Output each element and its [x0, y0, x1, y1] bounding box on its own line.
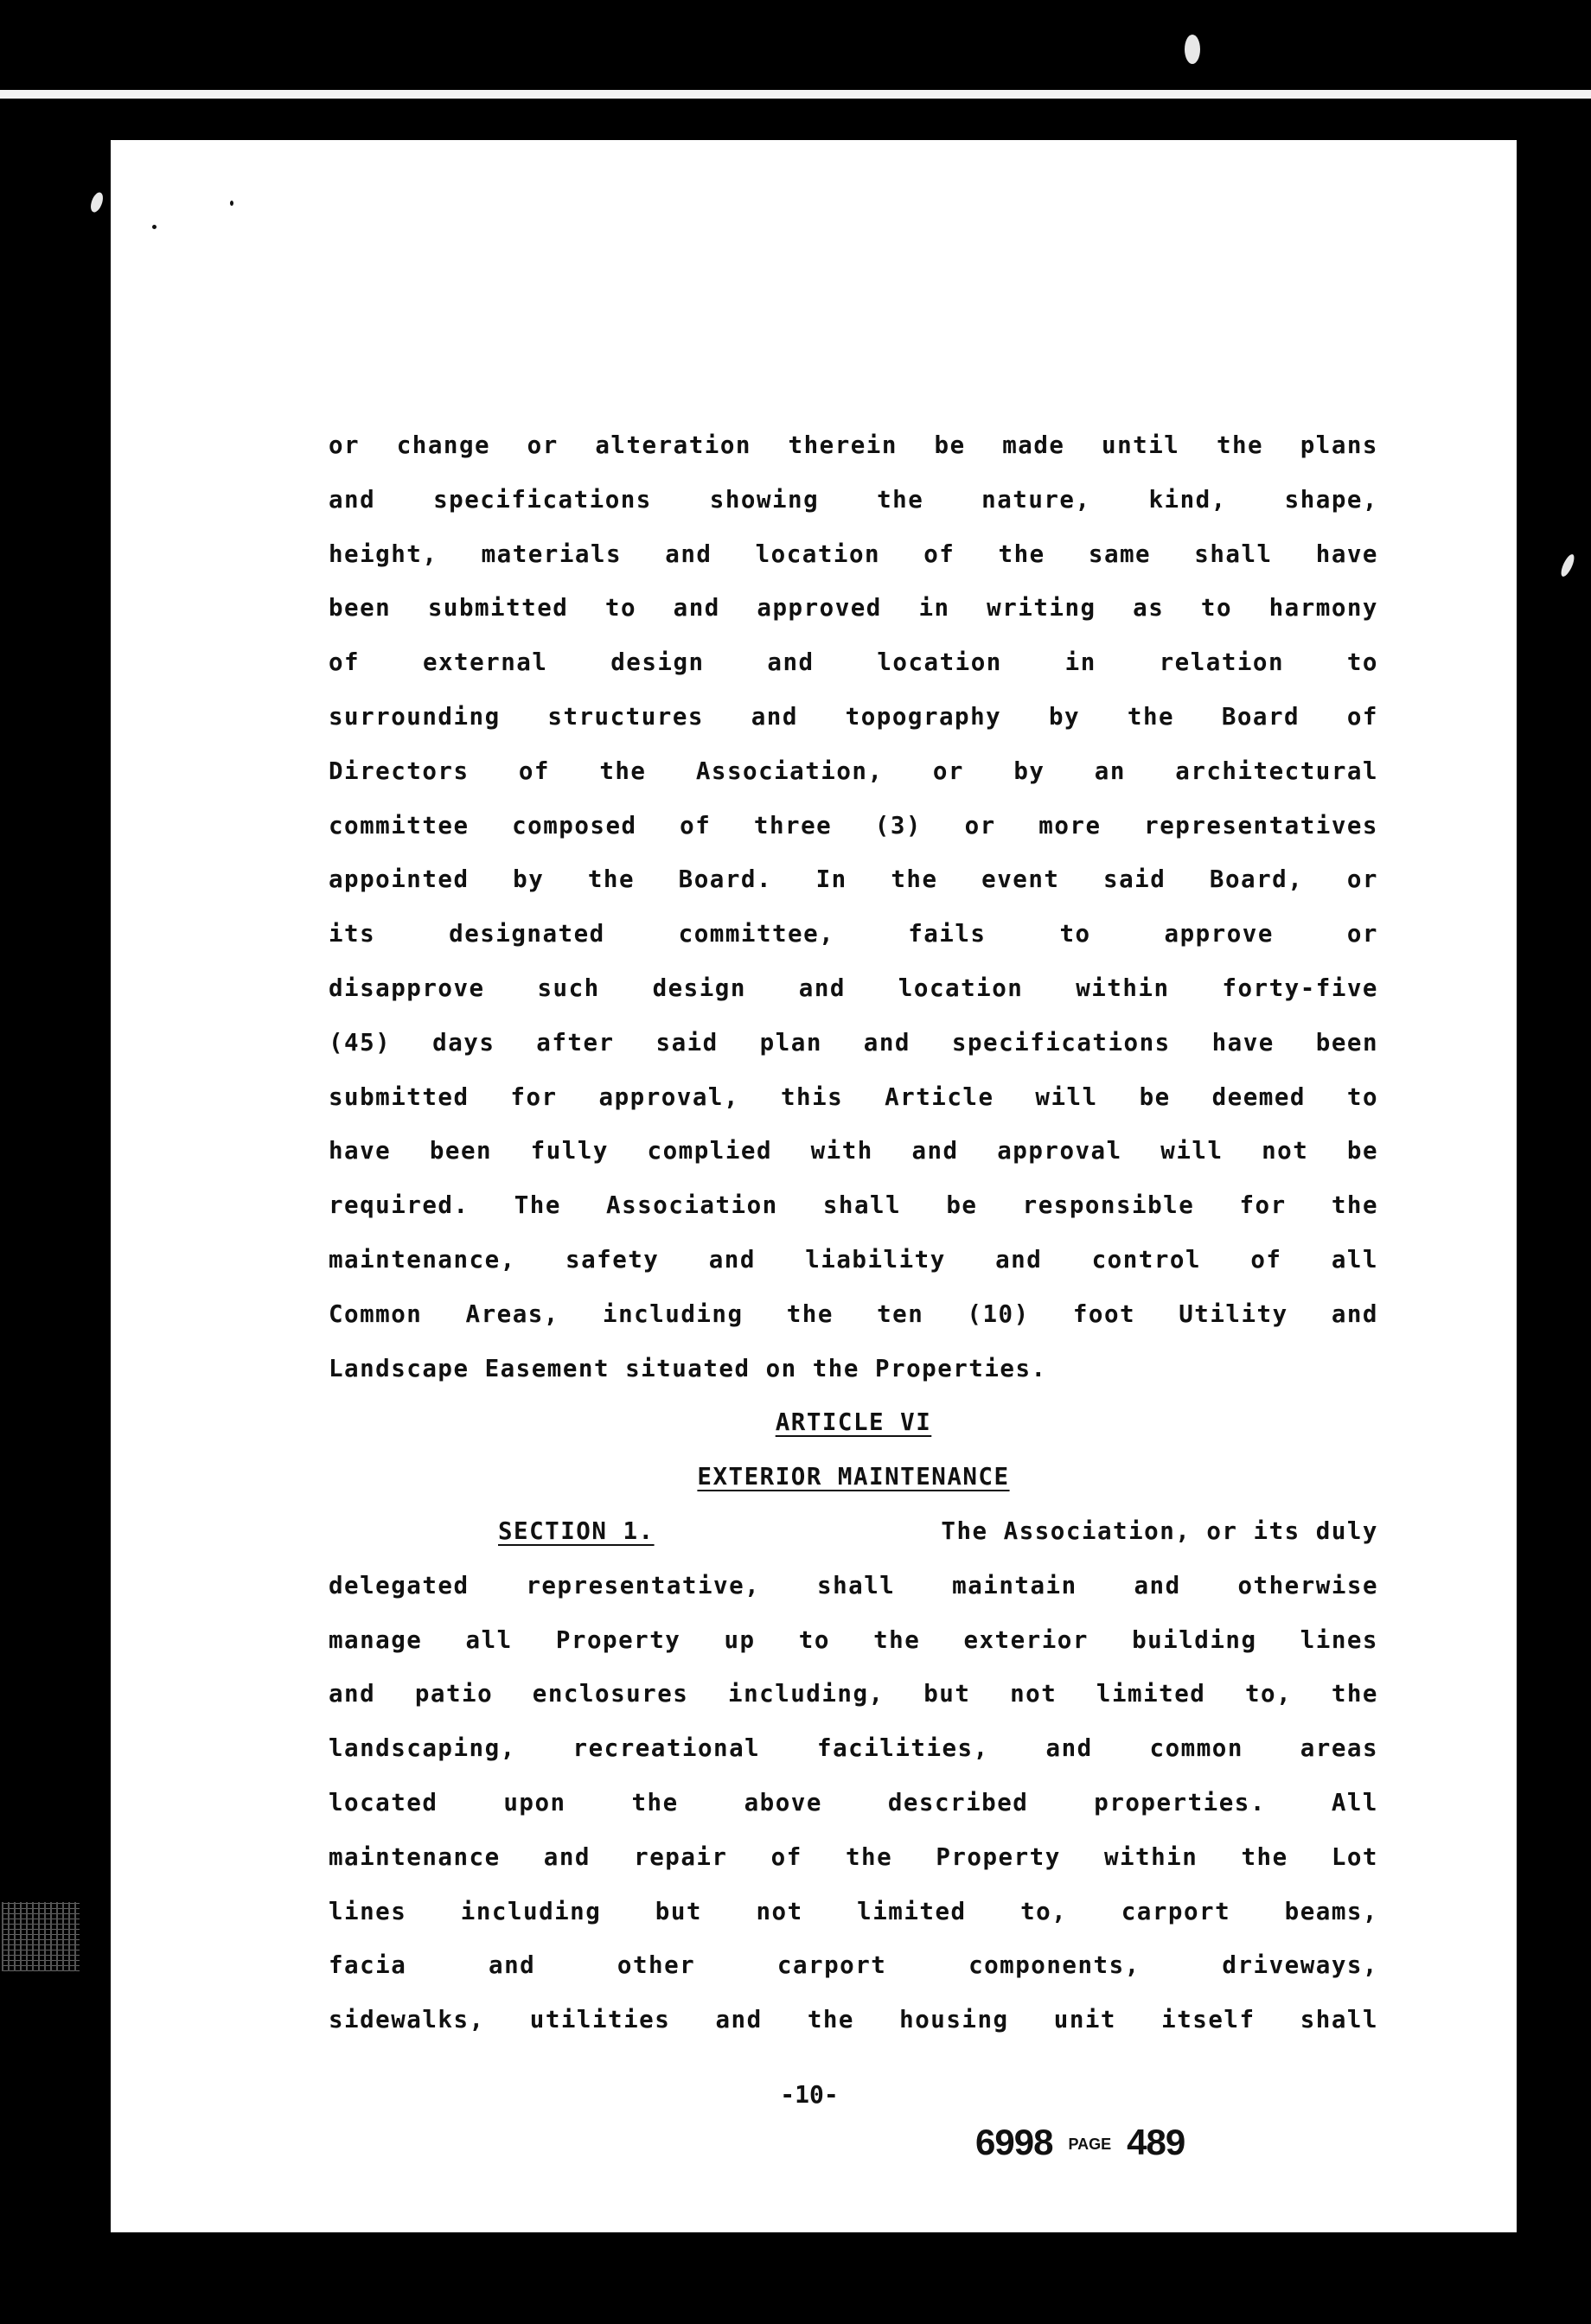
- scan-speck: [152, 225, 157, 229]
- article-heading: ARTICLE VI: [775, 1408, 932, 1437]
- section-label: SECTION 1.: [498, 1516, 655, 1545]
- text-line: committee composed of three (3) or more representatives: [329, 811, 1378, 840]
- text-line: maintenance and repair of the Property within the Lot: [329, 1842, 1378, 1871]
- book-number: 6998: [975, 2122, 1053, 2162]
- scan-speck: [88, 191, 105, 214]
- text-line: appointed by the Board. In the event said Board, or: [329, 865, 1378, 894]
- page-number: -10-: [780, 2080, 839, 2109]
- text-line: or change or alteration therein be made until the plans: [329, 431, 1378, 459]
- text-line: height, materials and location of the same shall have: [329, 540, 1378, 568]
- text-line: sidewalks, utilities and the housing unit itself shall: [329, 2006, 1378, 2034]
- scan-border-rule: [0, 90, 1591, 99]
- scan-noise-artifact: [2, 1902, 80, 1971]
- text-line: (45) days after said plan and specifications have been: [329, 1028, 1378, 1057]
- section-first-line: The Association, or its duly: [941, 1516, 1378, 1545]
- text-line: of external design and location in relation to: [329, 648, 1378, 677]
- text-line: been submitted to and approved in writing as to harmony: [329, 594, 1378, 622]
- text-line: required. The Association shall be responsible for the: [329, 1191, 1378, 1220]
- book-page-reference: [975, 2122, 1185, 2163]
- article-title: EXTERIOR MAINTENANCE: [697, 1463, 1010, 1491]
- document-page: [111, 140, 1517, 2232]
- text-line: surrounding structures and topography by the Board of: [329, 702, 1378, 731]
- section-heading-line: [329, 1504, 1378, 1559]
- book-page-number: 489: [1127, 2122, 1185, 2162]
- scan-speck: [1185, 35, 1200, 64]
- scan-speck: [1559, 552, 1577, 578]
- text-line: and specifications showing the nature, kind, shape,: [329, 485, 1378, 514]
- text-line: submitted for approval, this Article will be deemed to: [329, 1082, 1378, 1111]
- text-line: its designated committee, fails to approve or: [329, 920, 1378, 948]
- text-line: manage all Property up to the exterior building lines: [329, 1625, 1378, 1654]
- text-line: delegated representative, shall maintain and otherwise: [329, 1571, 1378, 1599]
- text-line: facia and other carport components, driveways,: [329, 1951, 1378, 1980]
- text-line: lines including but not limited to, carport beams,: [329, 1897, 1378, 1925]
- scan-speck: [230, 201, 233, 206]
- text-line: Common Areas, including the ten (10) foot Utility and: [329, 1299, 1378, 1328]
- text-line: and patio enclosures including, but not limited to, the: [329, 1680, 1378, 1708]
- text-line: located upon the above described properties. All: [329, 1788, 1378, 1816]
- page-label: PAGE: [1068, 2136, 1112, 2153]
- text-line: disapprove such design and location within forty-five: [329, 974, 1378, 1002]
- document-body: [329, 418, 1378, 2047]
- text-line: landscaping, recreational facilities, and common areas: [329, 1734, 1378, 1763]
- text-line: Landscape Easement situated on the Properties.: [329, 1354, 1047, 1382]
- text-line: have been fully complied with and approval will not be: [329, 1137, 1378, 1165]
- text-line: Directors of the Association, or by an architectural: [329, 757, 1378, 785]
- text-line: maintenance, safety and liability and control of all: [329, 1245, 1378, 1274]
